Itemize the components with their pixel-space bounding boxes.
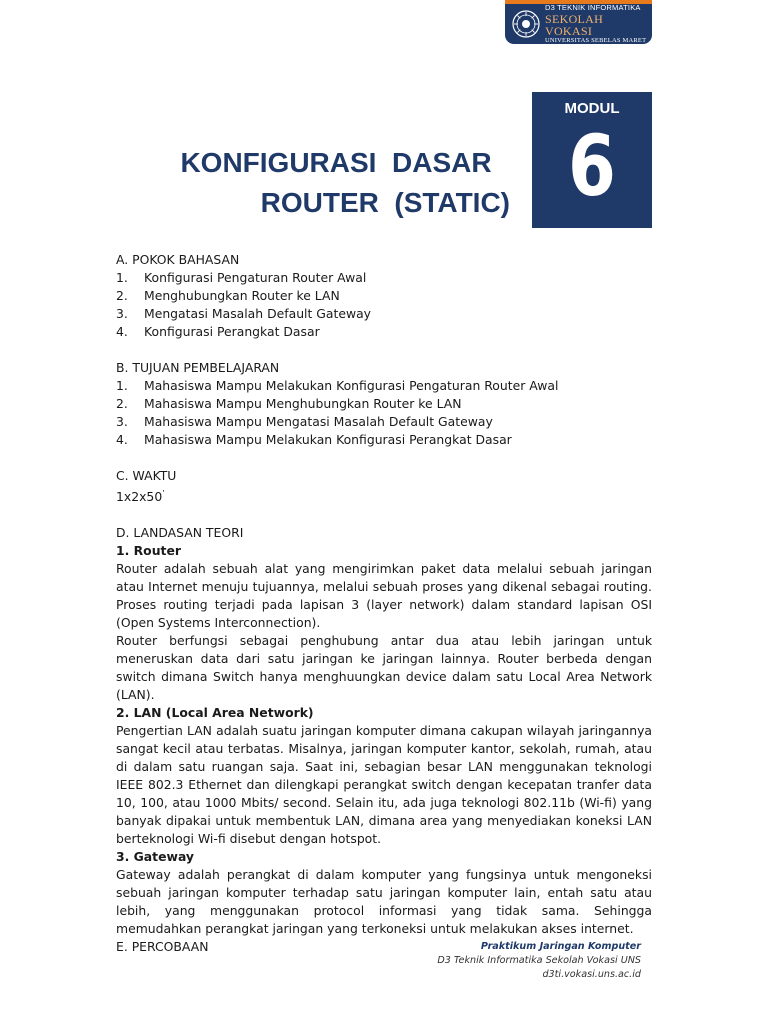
list-item: 2. Menghubungkan Router ke LAN [116, 288, 340, 303]
list-item: 4. Mahasiswa Mampu Melakukan Konfigurasi Perangkat Dasar [116, 432, 512, 447]
university-seal-icon [512, 10, 540, 38]
title-line-1: KONFIGURASI DASAR [180, 147, 492, 178]
logo-program-name: D3 TEKNIK INFORMATIKA [545, 3, 641, 12]
list-item: 3. Mengatasi Masalah Default Gateway [116, 306, 372, 321]
logo-university-name: UNIVERSITAS SEBELAS MARET [545, 36, 647, 44]
gateway-paragraph: Gateway adalah perangkat di dalam komputer yang fungsinya untuk mengoneksi sebuah jaringan komputer terhadap satu jaringan komputer lain, entah satu atau lebih, yang menggunakan protocol informasi yang tidak sama. Sehingga memudahkan perangkat jaringan yang terkoneksi untuk melakukan akses internet. [116, 867, 652, 937]
section-d-heading: D. LANDASAN TEORI [116, 525, 244, 541]
lan-subheading: 2. LAN (Local Area Network) [116, 705, 314, 721]
logo-text [545, 4, 652, 44]
duration-value: 1x2x50’ [116, 489, 165, 505]
document-body [116, 251, 652, 956]
section-b-list [116, 377, 652, 449]
router-paragraph-2: Router berfungsi sebagai penghubung antar dua atau lebih jaringan untuk meneruskan data dari satu jaringan ke jaringan lainnya. Router berbeda dengan switch dimana Switch hanya menghuungkan device dalam satu Local Area Network (LAN). [116, 633, 652, 703]
list-item: 2. Mahasiswa Mampu Menghubungkan Router ke LAN [116, 396, 462, 411]
institution-logo [505, 0, 652, 44]
title-line-2: ROUTER (STATIC) [260, 187, 510, 218]
document-title [150, 143, 510, 223]
footer-website: d3ti.vokasi.uns.ac.id [542, 969, 641, 980]
router-subheading: 1. Router [116, 543, 181, 559]
section-e-heading: E. PERCOBAAN [116, 939, 209, 955]
footer-program: D3 Teknik Informatika Sekolah Vokasi UNS [437, 955, 641, 966]
module-label: MODUL [564, 100, 620, 117]
list-item: 1. Konfigurasi Pengaturan Router Awal [116, 270, 367, 285]
section-b-heading: B. TUJUAN PEMBELAJARAN [116, 360, 280, 375]
logo-school-name: SEKOLAH VOKASI [545, 11, 604, 38]
list-item: 1. Mahasiswa Mampu Melakukan Konfigurasi Pengaturan Router Awal [116, 378, 559, 393]
module-number: 6 [568, 117, 616, 215]
footer-course: Praktikum Jaringan Komputer [480, 941, 641, 952]
section-c-heading: C. WAKTU [116, 468, 177, 483]
gateway-subheading: 3. Gateway [116, 849, 195, 865]
router-paragraph-1: Router adalah sebuah alat yang mengirimkan paket data melalui sebuah jaringan atau Internet menuju tujuannya, melalui sebuah proses yang dikenal sebagai routing. Proses routing terjadi pada lapisan 3 (layer network) dalam standard lapisan OSI (Open Systems Interconnection). [116, 561, 652, 631]
lan-paragraph: Pengertian LAN adalah suatu jaringan komputer dimana cakupan wilayah jaringannya sangat kecil atau terbatas. Misalnya, jaringan komputer kantor, sekolah, rumah, atau di dalam satu ruangan saja. Saat ini, sebagian besar LAN menggunakan teknologi IEEE 802.3 Ethernet dan dilengkapi perangkat switch dengan kecepatan tranfer data 10, 100, atau 1000 Mbits/ second. Selain itu, ada juga teknologi 802.11b (Wi-fi) yang banyak dipakai untuk membentuk LAN, dimana area yang menyediakan koneksi LAN berteknologi Wi-fi disebut dengan hotspot. [116, 723, 652, 847]
page-footer [437, 940, 641, 982]
section-a-list [116, 269, 652, 341]
module-badge [532, 92, 652, 228]
list-item: 4. Konfigurasi Perangkat Dasar [116, 324, 320, 339]
section-a-heading: A. POKOK BAHASAN [116, 252, 240, 267]
list-item: 3. Mahasiswa Mampu Mengatasi Masalah Default Gateway [116, 414, 493, 429]
